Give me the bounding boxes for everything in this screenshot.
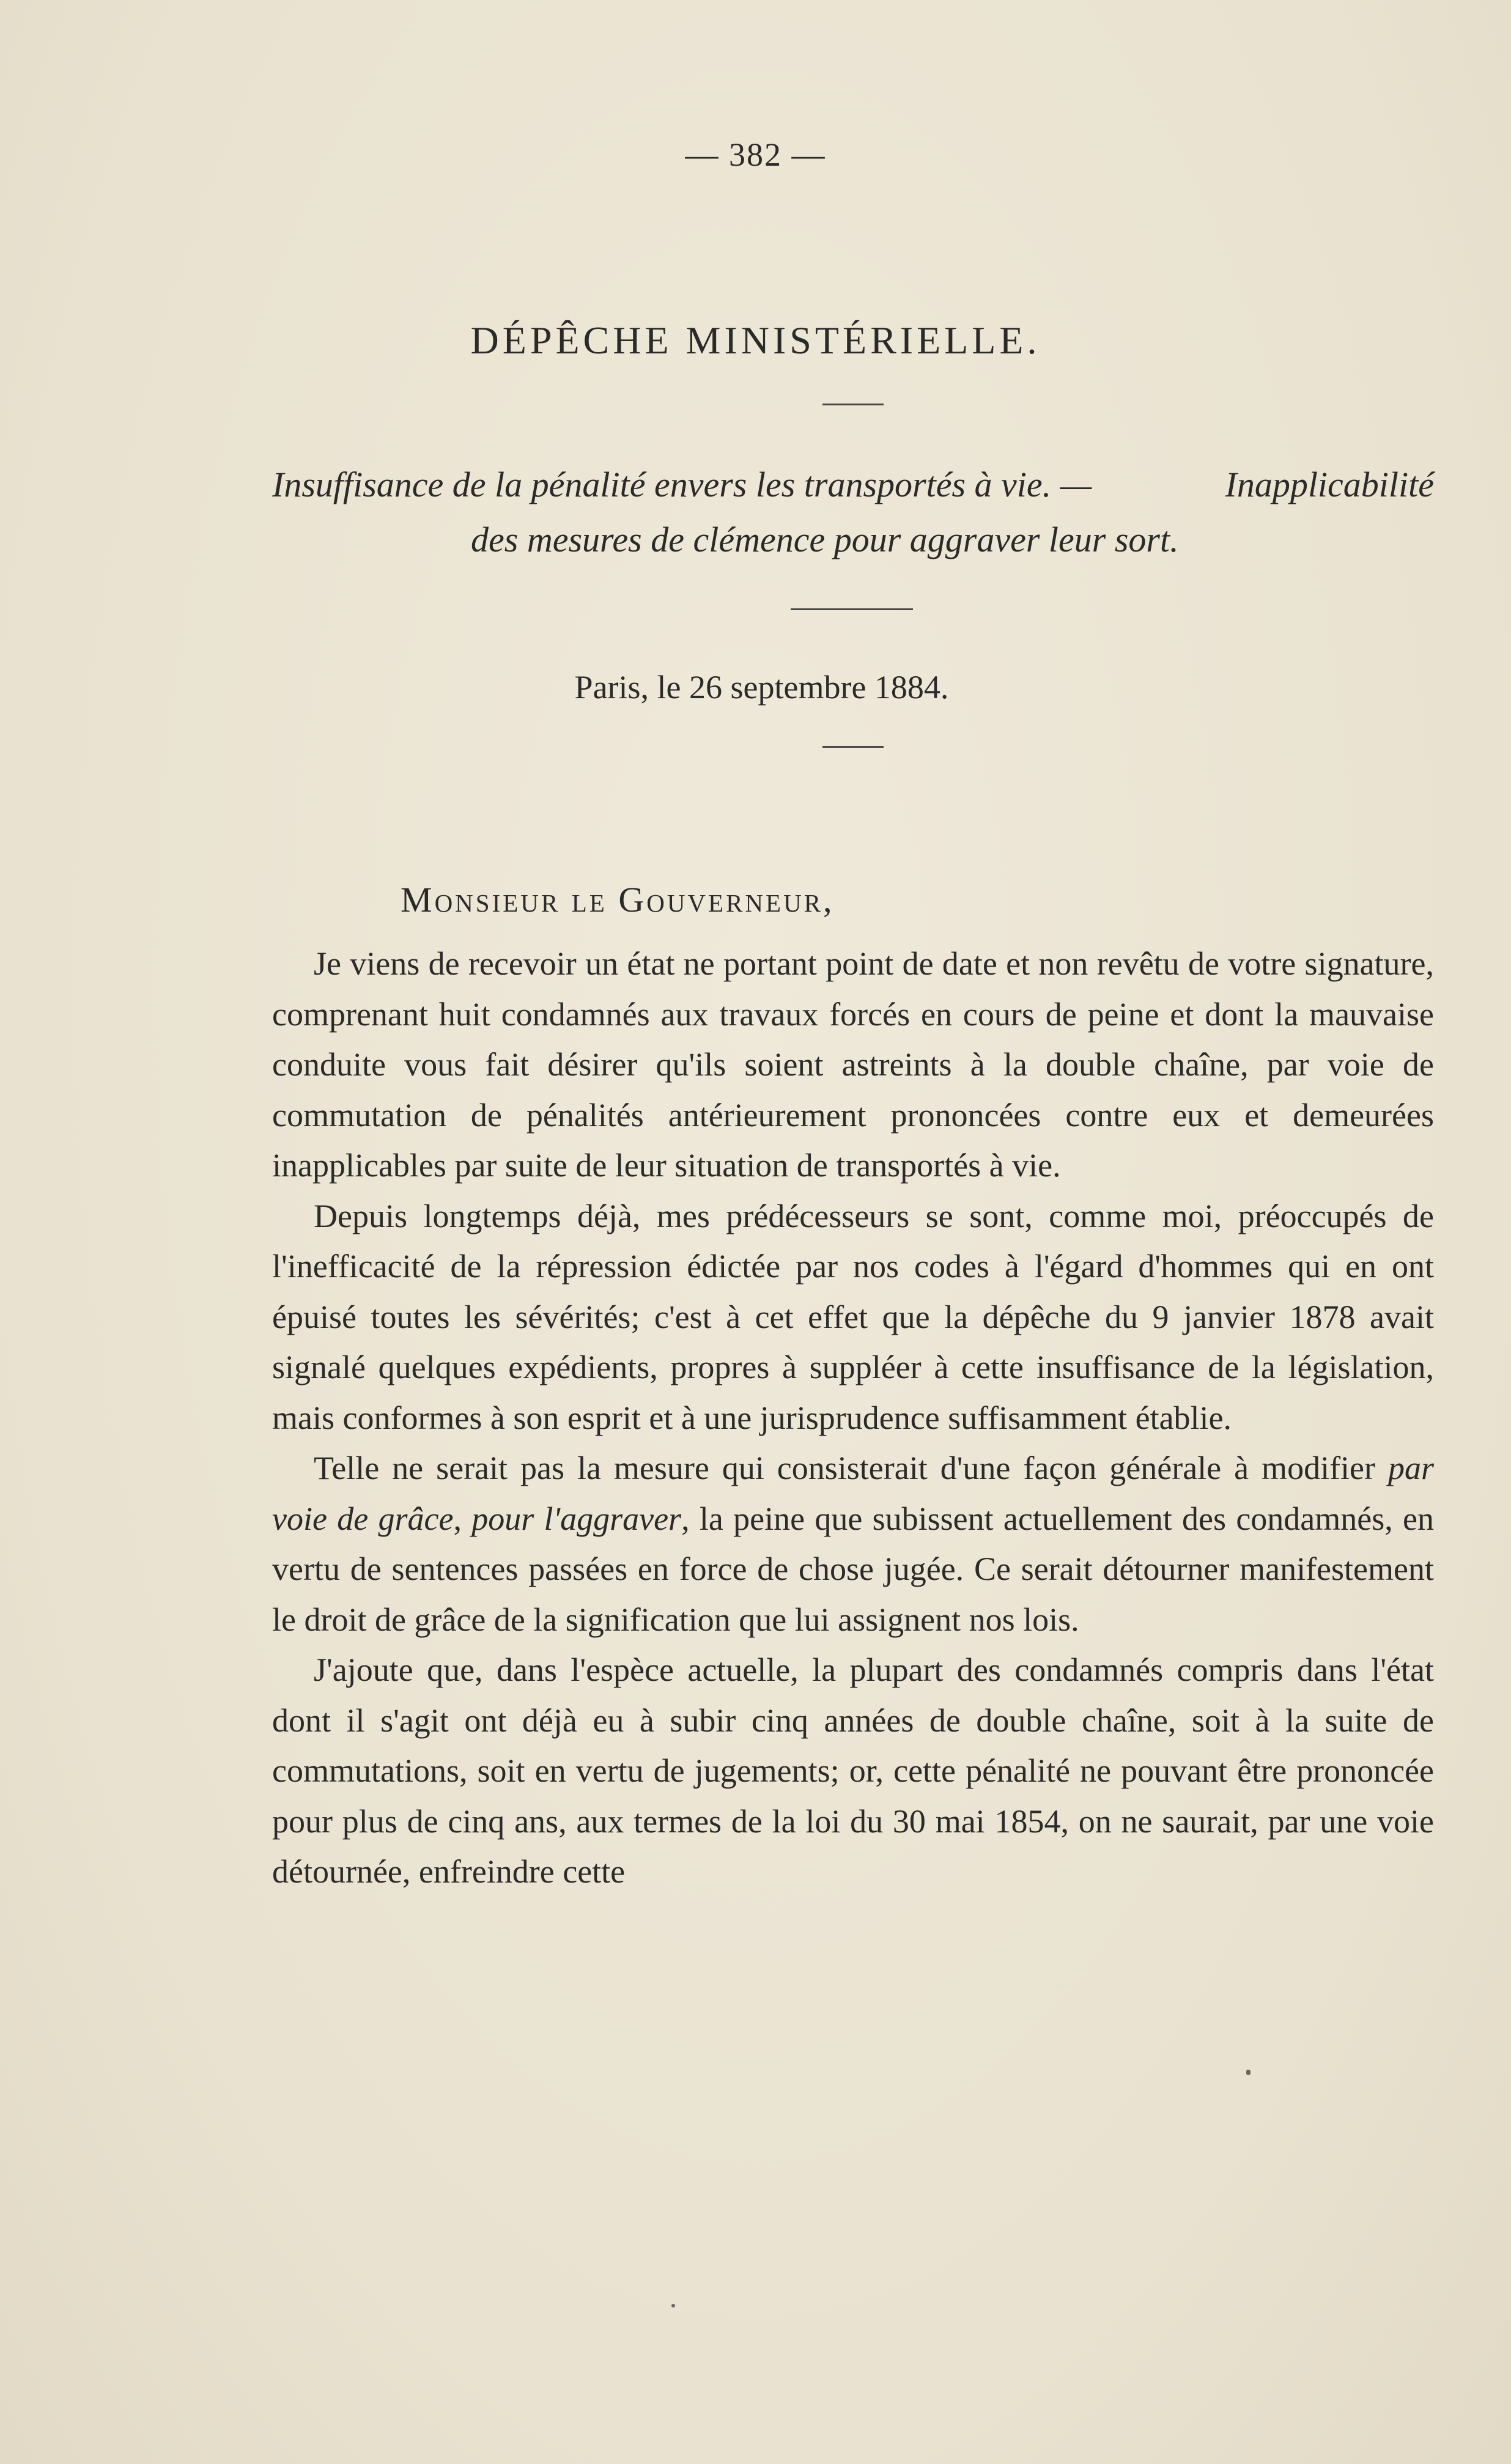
subject-line-1-left: Insuffisance de la pénalité envers les transportés à vie. — <box>272 465 1092 504</box>
letter-body <box>272 939 1434 1897</box>
separator-rule <box>822 404 884 405</box>
page-number: — 382 — <box>685 136 826 173</box>
paragraph: J'ajoute que, dans l'espèce actuelle, la plupart des condamnés compris dans l'état dont il s'agit ont déjà eu à subir cinq années de double chaîne, soit à la suite de commutations, soit en vertu de jugements; or, cette pénalité ne pouvant être prononcée pour plus de cinq ans, aux termes de la loi du 30 mai 1854, on ne saurait, par une voie détournée, enfreindre cette <box>272 1651 1434 1890</box>
salutation: Monsieur le Gouverneur, <box>401 880 835 920</box>
subject-line-2: des mesures de clémence pour aggraver leur sort. <box>471 520 1179 559</box>
paragraph <box>272 1443 1434 1645</box>
paper-speck <box>1246 2070 1251 2075</box>
document-heading: DÉPÊCHE MINISTÉRIELLE. <box>470 319 1041 362</box>
paragraph-text: , la peine que subissent actuellement des condamnés, en vertu de sentences passées en force de chose jugée. Ce serait détourner manifestement le droit de grâce de la signification que lui assignent nos lois. <box>272 1500 1435 1638</box>
subject-line-1 <box>272 457 1434 512</box>
emphasis-text: pour l'aggraver <box>471 1500 682 1537</box>
paragraph-text: Telle ne serait pas la mesure qui consisterait d'une façon générale à modifier <box>314 1450 1388 1486</box>
paragraph-text: , <box>453 1500 472 1537</box>
separator-rule <box>791 608 913 610</box>
paper-speck <box>671 2304 675 2307</box>
paragraph: Depuis longtemps déjà, mes prédécesseurs se sont, comme moi, préoccupés de l'inefficacité de la répression édictée par nos codes à l'égard d'hommes qui en ont épuisé toutes les sévérités; c'est à cet effet que la dépêche du 9 janvier 1878 avait signalé quelques expédients, propres à suppléer à cette insuffisance de la législation, mais conformes à son esprit et à une jurisprudence suffisamment établie. <box>272 1197 1434 1436</box>
dateline: Paris, le 26 septembre 1884. <box>574 669 949 706</box>
paragraph: Je viens de recevoir un état ne portant point de date et non revêtu de votre signature, comprenant huit condamnés aux travaux forcés en cours de peine et dont la mauvaise conduite vous fait désirer qu'ils soient astreints à la double chaîne, par voie de commutation de pénalités antérieurement prononcées contre eux et demeurées inapplicables par suite de leur situation de transportés à vie. <box>272 945 1434 1184</box>
emphasis-text: par voie de grâce <box>272 1450 1434 1537</box>
separator-rule <box>822 746 884 748</box>
subject-summary <box>272 457 1434 567</box>
subject-line-1-right: Inapplicabilité <box>1225 465 1434 504</box>
